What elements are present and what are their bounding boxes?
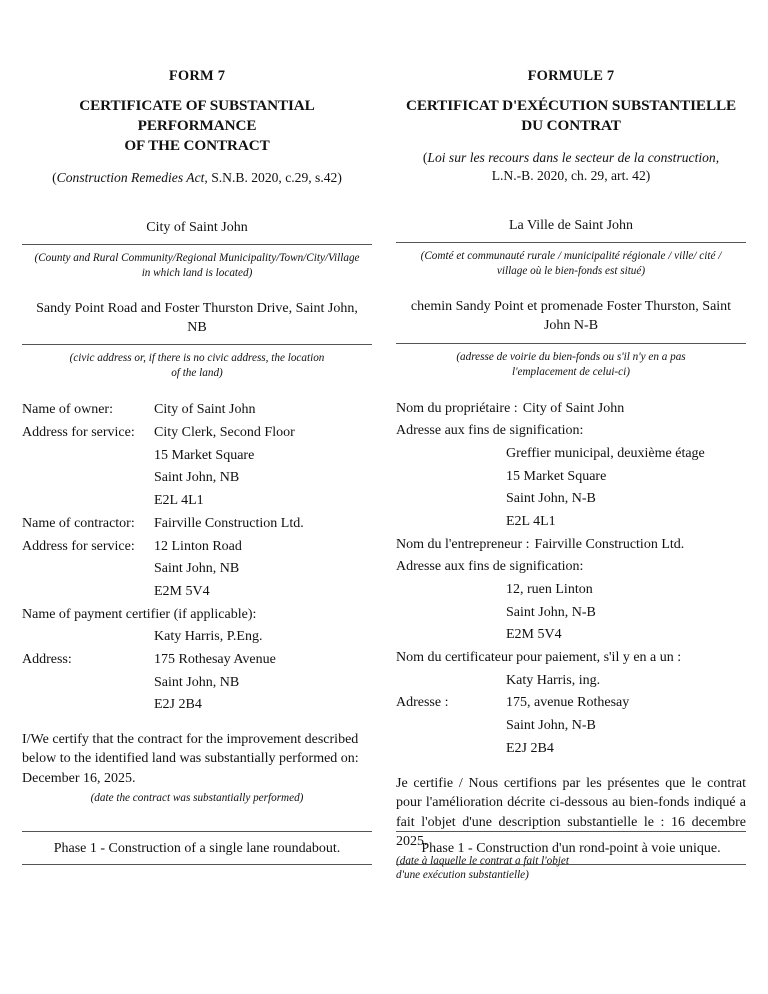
municipality-caption-en: [22, 251, 372, 281]
certification-paragraph-en: I/We certify that the contract for the improvement described below to the identified land was substantially performed on: December 16, 2025.: [22, 731, 359, 787]
form-title-fr: [396, 96, 746, 136]
certification-caption-line1-fr: (date à laquelle le contrat a fait l'objet: [396, 854, 569, 867]
field-label: Address:: [22, 651, 72, 667]
field-row: [22, 694, 372, 717]
field-value: Greffier municipal, deuxième étage: [506, 446, 705, 462]
act-citation-fr: L.N.-B. 2020, ch. 29, art. 42): [491, 168, 651, 184]
form-title-line1-fr: CERTIFICAT D'EXÉCUTION SUBSTANTIELLE: [405, 97, 737, 114]
field-row: [396, 647, 746, 670]
field-row: [396, 670, 746, 693]
land-address-line2-en: NB: [187, 320, 207, 336]
field-label: Name of payment certifier (if applicable):: [22, 606, 257, 622]
field-row: [396, 556, 746, 579]
field-row: [396, 534, 746, 557]
act-reference-fr: [396, 149, 746, 186]
field-value: Saint John, N-B: [506, 491, 596, 507]
field-value: City of Saint John: [154, 402, 256, 418]
certification-caption-line2-fr: d'une exécution substantielle): [396, 869, 529, 882]
land-address-rule-en: [22, 344, 372, 345]
field-value: 175, avenue Rothesay: [506, 695, 630, 711]
field-row: [22, 558, 372, 581]
field-row: [396, 420, 746, 443]
municipality-rule-fr: [396, 242, 746, 243]
field-value: Saint John, NB: [154, 470, 240, 486]
field-value: Katy Harris, P.Eng.: [154, 629, 263, 645]
field-row: [396, 624, 746, 647]
field-value: E2M 5V4: [506, 627, 562, 643]
municipality-caption-line2-en: in which land is located): [141, 266, 253, 279]
certification-paragraph-fr: Je certifie / Nous certifions par les présentes que le contrat pour l'amélioration décrite ci-dessous au bien-fonds indiqué a fait l'objet d'une description substantielle le : 16 decembre 2025.: [396, 775, 746, 850]
municipality-caption-fr: [396, 249, 746, 279]
field-value: Saint John, NB: [154, 674, 240, 690]
field-label: Name of contractor:: [22, 515, 135, 531]
field-label: Adresse :: [396, 695, 449, 711]
field-row: [22, 581, 372, 604]
act-open-paren-fr: (: [422, 150, 428, 166]
form-number-fr: FORMULE 7: [527, 68, 615, 84]
form-number-en: FORM 7: [168, 68, 226, 84]
field-value: Saint John, NB: [154, 561, 240, 577]
field-label: Name of owner:: [22, 402, 113, 418]
field-row: [396, 692, 746, 715]
form-title-line1-en: CERTIFICATE OF SUBSTANTIAL PERFORMANCE: [79, 97, 315, 135]
land-address-caption-line1-en: (civic address or, if there is no civic address, the location: [69, 352, 325, 365]
field-row: [22, 399, 372, 422]
field-row: [22, 604, 372, 627]
field-row: [396, 511, 746, 534]
field-row: [22, 626, 372, 649]
french-column: [396, 68, 746, 883]
field-row: [396, 715, 746, 738]
field-value: 175 Rothesay Avenue: [154, 651, 276, 667]
field-row: [396, 398, 746, 421]
phase-text-fr: Phase 1 - Construction d'un rond-point à voie unique.: [421, 841, 721, 856]
english-column: [22, 68, 372, 805]
municipality-caption-line2-fr: village où le bien-fonds est situé): [496, 265, 646, 278]
field-row: [22, 672, 372, 695]
field-value: E2L 4L1: [154, 493, 204, 509]
land-address-caption-fr: [396, 350, 746, 380]
field-row: [22, 490, 372, 513]
municipality-rule-en: [22, 244, 372, 245]
field-row: [22, 513, 372, 536]
land-address-en: [22, 299, 372, 338]
act-open-paren-en: (: [52, 170, 57, 186]
field-list-fr: [396, 398, 746, 761]
field-value: 15 Market Square: [154, 447, 255, 463]
field-row: [22, 536, 372, 559]
municipality-value-en: City of Saint John: [146, 219, 248, 235]
phase-box-en: [22, 831, 372, 865]
field-label: Address for service:: [22, 538, 135, 554]
field-row: [396, 488, 746, 511]
phase-bottom-rule-en: [22, 864, 372, 865]
land-address-caption-line2-fr: l'emplacement de celui-ci): [512, 365, 630, 378]
field-value: City of Saint John: [522, 400, 625, 416]
field-row: [396, 466, 746, 489]
field-label: Adresse aux fins de signification:: [396, 423, 584, 439]
field-value: 15 Market Square: [506, 468, 607, 484]
field-value: City Clerk, Second Floor: [154, 425, 295, 441]
certification-caption-en: (date the contract was substantially performed): [90, 791, 304, 804]
field-label: Adresse aux fins de signification:: [396, 559, 584, 575]
field-label: Nom du certificateur pour paiement, s'il y en a un :: [396, 650, 682, 666]
land-address-line1-en: Sandy Point Road and Foster Thurston Drive, Saint John,: [36, 300, 358, 316]
field-value: Katy Harris, ing.: [506, 672, 601, 688]
act-name-en: Construction Remedies Act: [56, 170, 205, 186]
field-row: [396, 602, 746, 625]
field-label: Nom du l'entrepreneur :: [396, 536, 530, 552]
field-value: Saint John, N-B: [506, 718, 596, 734]
field-value: E2L 4L1: [506, 514, 556, 530]
land-address-caption-en: [22, 351, 372, 381]
act-name-fr: Loi sur les recours dans le secteur de la construction,: [427, 150, 720, 166]
phase-box-fr: [396, 831, 746, 865]
field-value: Fairville Construction Ltd.: [534, 536, 685, 552]
field-list-en: [22, 399, 372, 716]
field-row: [22, 467, 372, 490]
municipality-caption-line1-fr: (Comté et communauté rurale / municipalité régionale / ville/ cité /: [420, 250, 722, 263]
form-title-en: [22, 96, 372, 156]
field-row: [22, 445, 372, 468]
field-value: E2M 5V4: [154, 583, 210, 599]
field-row: [396, 443, 746, 466]
bilingual-columns: [0, 68, 768, 883]
land-address-caption-line1-fr: (adresse de voirie du bien-fonds ou s'il n'y en a pas: [456, 350, 686, 363]
field-value: E2J 2B4: [506, 740, 554, 756]
field-row: [22, 649, 372, 672]
field-value: Saint John, N-B: [506, 604, 596, 620]
field-row: [396, 738, 746, 761]
field-value: 12 Linton Road: [154, 538, 242, 554]
form-title-line2-fr: DU CONTRAT: [521, 117, 621, 135]
municipality-value-fr: La Ville de Saint John: [508, 217, 634, 233]
field-value: E2J 2B4: [154, 697, 202, 713]
form-title-line2-en: OF THE CONTRACT: [124, 137, 270, 155]
land-address-rule-fr: [396, 343, 746, 344]
land-address-line2-fr: John N-B: [543, 318, 599, 334]
phase-text-en: Phase 1 - Construction of a single lane roundabout.: [53, 841, 341, 856]
act-citation-en: , S.N.B. 2020, c.29, s.42): [204, 170, 342, 186]
act-reference-en: [22, 169, 372, 187]
land-address-fr: [396, 297, 746, 336]
field-label: Nom du propriétaire :: [396, 400, 518, 416]
field-value: 12, ruen Linton: [506, 582, 593, 598]
field-value: Fairville Construction Ltd.: [154, 515, 304, 531]
municipality-caption-line1-en: (County and Rural Community/Regional Municipality/Town/City/Village: [34, 251, 360, 264]
field-row: [22, 422, 372, 445]
land-address-caption-line2-en: of the land): [171, 367, 223, 380]
field-label: Address for service:: [22, 425, 135, 441]
phase-description-band: [0, 831, 768, 865]
field-row: [396, 579, 746, 602]
land-address-line1-fr: chemin Sandy Point et promenade Foster Thurston, Saint: [410, 299, 732, 315]
phase-bottom-rule-fr: [396, 864, 746, 865]
